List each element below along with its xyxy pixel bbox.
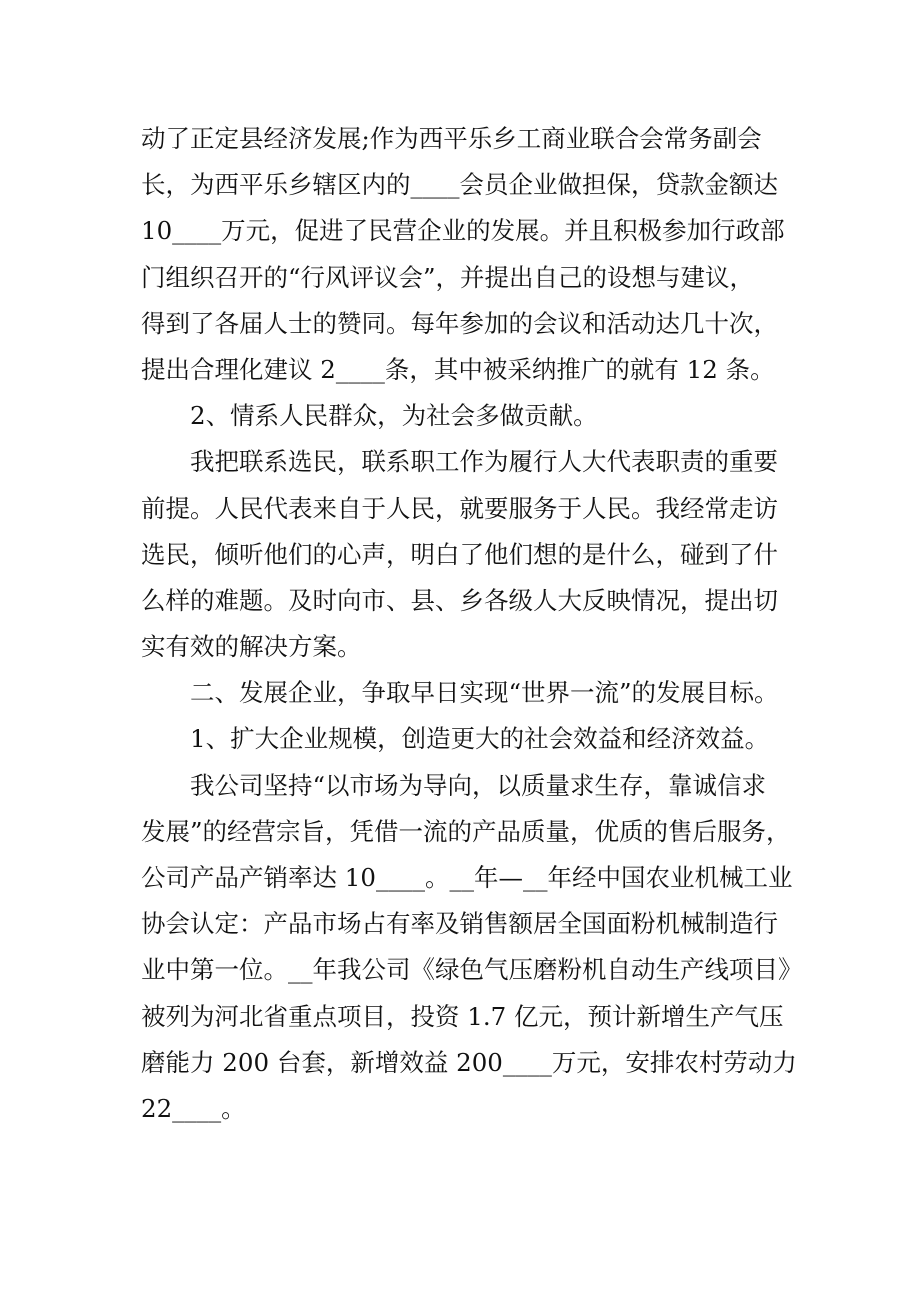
text-line: 动了正定县经济发展;作为西平乐乡工商业联合会常务副会 <box>141 124 762 153</box>
text-line: 么样的难题。及时向市、县、乡各级人大反映情况，提出切 <box>141 585 778 615</box>
text-line: 选民，倾听他们的心声，明白了他们想的是什么，碰到了什 <box>141 539 778 569</box>
text-line: 前提。人民代表来自于人民，就要服务于人民。我经常走访 <box>141 493 778 523</box>
text-line: 22____。 <box>141 1093 246 1123</box>
paragraph-start: 我把联系选民，联系职工作为履行人大代表职责的重要 <box>190 447 778 477</box>
section-heading: 二、发展企业，争取早日实现“世界一流”的发展目标。 <box>190 678 779 708</box>
paragraph-start: 我公司坚持“以市场为导向，以质量求生存，靠诚信求 <box>190 770 767 800</box>
text-line: 10____万元，促进了民营企业的发展。并且积极参加行政部 <box>141 216 785 246</box>
section-heading: 1、扩大企业规模，创造更大的社会效益和经济效益。 <box>190 724 770 754</box>
text-line: 公司产品产销率达 10____。__年—__年经中国农业机械工业 <box>141 863 793 892</box>
text-line: 得到了各届人士的赞同。每年参加的会议和活动达几十次， <box>141 308 778 338</box>
text-line: 门组织召开的“行风评议会”，并提出自己的设想与建议， <box>141 262 755 292</box>
text-line: 发展”的经营宗旨，凭借一流的产品质量，优质的售后服务， <box>141 816 791 846</box>
text-line: 业中第一位。__年我公司《绿色气压磨粉机自动生产线项目》 <box>141 955 803 985</box>
text-line: 实有效的解决方案。 <box>141 632 362 662</box>
text-line: 磨能力 200 台套，新增效益 200____万元，安排农村劳动力 <box>141 1047 797 1077</box>
text-line: 提出合理化建议 2____条，其中被采纳推广的就有 12 条。 <box>141 354 775 384</box>
body-text <box>141 116 801 1132</box>
section-heading: 2、情系人民群众，为社会多做贡献。 <box>190 401 598 431</box>
text-line: 被列为河北省重点项目，投资 1.7 亿元，预计新增生产气压 <box>141 1001 784 1031</box>
text-line: 协会认定：产品市场占有率及销售额居全国面粉机械制造行 <box>141 909 778 939</box>
text-line: 长，为西平乐乡辖区内的____会员企业做担保，贷款金额达 <box>141 170 778 200</box>
